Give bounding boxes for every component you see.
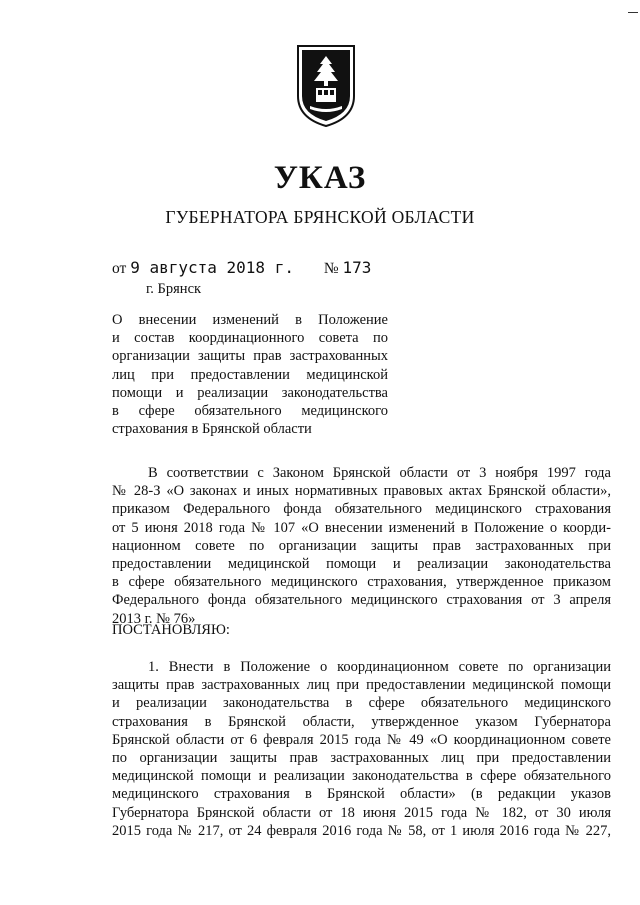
- text-line: В соответствии с Законом Брянской области от 3 ноября 1997 года: [148, 465, 611, 481]
- preamble-paragraph: [112, 464, 611, 628]
- decree-date: 9 августа 2018 г.: [130, 258, 294, 277]
- text-line: от 5 июня 2018 года № 107 «О внесении изменений в Положение о коорди-: [112, 519, 611, 536]
- text-line: приказом Федерального фонда обязательного медицинского страхования: [112, 501, 611, 518]
- subject-line: организации защиты прав застрахованных: [112, 348, 388, 365]
- text-line: Федерального фонда обязательного медицинского страхования от 3 апреля: [112, 592, 611, 609]
- document-title: УКАЗ: [273, 160, 367, 196]
- text-line: 2013 г. № 76»: [112, 610, 196, 627]
- text-line: № 28-З «О законах и иных нормативных правовых актах Брянской области»,: [112, 483, 611, 500]
- text-line: медицинского страхования в Брянской области» (в редакции указов: [112, 786, 611, 803]
- city: г. Брянск: [146, 281, 202, 297]
- text-line: Брянской области от 6 февраля 2015 года № 49 «О координационном совете: [112, 731, 611, 748]
- clause-1-paragraph: [112, 658, 611, 840]
- text-line: по организации защиты прав застрахованных лиц при предоставлении: [112, 749, 611, 766]
- text-line: медицинской помощи и реализации законодательства в сфере обязательного: [112, 768, 611, 785]
- scan-mark: [628, 12, 638, 13]
- text-line: 2015 года № 217, от 24 февраля 2016 года № 58, от 1 июля 2016 года № 227,: [112, 822, 611, 839]
- text-line: защиты прав застрахованных лиц при предоставлении медицинской помощи: [112, 677, 611, 694]
- text-line: Губернатора Брянской области от 18 июня 2015 года № 182, от 30 июля: [112, 804, 611, 821]
- number-label: №: [323, 260, 339, 277]
- decree-word: ПОСТАНОВЛЯЮ:: [112, 622, 230, 638]
- text-line: страхования в Брянской области, утвержденное указом Губернатора: [112, 713, 611, 730]
- subject-line: в сфере обязательного медицинского: [112, 402, 388, 419]
- subject-line: и состав координационного совета по: [112, 330, 388, 347]
- coat-of-arms-icon: [296, 44, 356, 128]
- subject-line: лиц при предоставлении медицинской: [112, 366, 388, 383]
- text-line: 1. Внести в Положение о координационном совете по организации: [148, 659, 611, 675]
- decree-number: 173: [342, 258, 372, 277]
- text-line: и реализации законодательства в сфере обязательного медицинского: [112, 695, 611, 712]
- document-subtitle: ГУБЕРНАТОРА БРЯНСКОЙ ОБЛАСТИ: [165, 207, 475, 227]
- date-line: [112, 258, 371, 278]
- subject-line: помощи и реализации законодательства: [112, 384, 388, 401]
- text-line: предоставлении медицинской помощи и реализации законодательства: [112, 555, 611, 572]
- text-line: в сфере обязательного медицинского страхования, утвержденное приказом: [112, 574, 611, 591]
- subject-line: страхования в Брянской области: [112, 421, 312, 438]
- date-prefix: от: [112, 260, 127, 277]
- subject-line: О внесении изменений в Положение: [112, 312, 388, 328]
- decree-subject: [112, 311, 388, 438]
- text-line: национном совете по организации защиты прав застрахованных при: [112, 537, 611, 554]
